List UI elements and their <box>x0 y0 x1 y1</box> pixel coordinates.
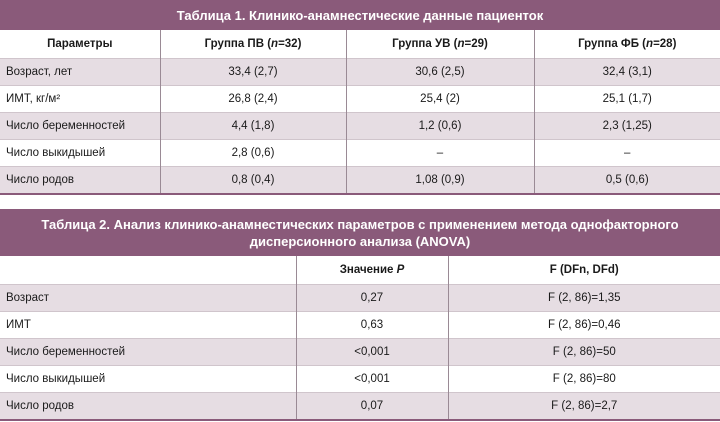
cell-value: 0,07 <box>296 393 448 421</box>
table-2-header-row <box>0 256 720 285</box>
cell-value: 1,08 (0,9) <box>346 167 534 195</box>
column-header-f-stat: F (DFn, DFd) <box>448 256 720 285</box>
column-header-p-value <box>296 256 448 285</box>
column-header-group-fb <box>534 30 720 59</box>
cell-value: 1,2 (0,6) <box>346 113 534 140</box>
cell-value: 0,63 <box>296 312 448 339</box>
header-count: =29) <box>464 38 488 50</box>
cell-value: 0,5 (0,6) <box>534 167 720 195</box>
table-1 <box>0 0 720 195</box>
cell-value: – <box>346 140 534 167</box>
cell-value: F (2, 86)=0,46 <box>448 312 720 339</box>
row-label: Число родов <box>0 167 160 195</box>
header-n: n <box>457 38 465 50</box>
cell-value: 26,8 (2,4) <box>160 86 346 113</box>
cell-value: 33,4 (2,7) <box>160 59 346 86</box>
cell-value: 25,1 (1,7) <box>534 86 720 113</box>
table-2 <box>0 209 720 421</box>
cell-value: 4,4 (1,8) <box>160 113 346 140</box>
header-text: Группа УВ ( <box>392 38 458 50</box>
cell-value: F (2, 86)=50 <box>448 339 720 366</box>
table-1-header-row <box>0 30 720 59</box>
header-n: n <box>271 38 279 50</box>
table-1-title: Таблица 1. Клинико-анамнестические данные пациенток <box>0 0 720 30</box>
header-text: Значение <box>339 264 397 276</box>
row-label: ИМТ <box>6 319 31 331</box>
row-label: ИМТ, кг/м² <box>6 93 61 105</box>
cell-value: 25,4 (2) <box>346 86 534 113</box>
table-2-grid <box>0 256 720 421</box>
cell-value: 2,3 (1,25) <box>534 113 720 140</box>
header-text: Группа ПВ ( <box>204 38 272 50</box>
header-n: n <box>646 38 654 50</box>
table-row <box>0 167 720 195</box>
cell-value: F (2, 86)=2,7 <box>448 393 720 421</box>
header-p: P <box>396 264 405 276</box>
header-text: Группа ФБ ( <box>578 38 647 50</box>
table-row <box>0 86 720 113</box>
cell-value: 0,27 <box>296 285 448 312</box>
table-row <box>0 113 720 140</box>
table-row <box>0 140 720 167</box>
table-row <box>0 285 720 312</box>
cell-value: 32,4 (3,1) <box>534 59 720 86</box>
column-header-group-uv <box>346 30 534 59</box>
row-label: Число беременностей <box>0 113 160 140</box>
header-count: =28) <box>653 38 677 50</box>
header-count: =32) <box>278 38 302 50</box>
table-row <box>0 393 720 421</box>
table-row <box>0 59 720 86</box>
cell-value: 30,6 (2,5) <box>346 59 534 86</box>
row-label: Число беременностей <box>0 339 296 366</box>
cell-value: F (2, 86)=80 <box>448 366 720 393</box>
cell-value: <0,001 <box>296 339 448 366</box>
row-label: Число выкидышей <box>6 373 106 385</box>
cell-value: <0,001 <box>296 366 448 393</box>
cell-value: – <box>534 140 720 167</box>
row-label: Возраст <box>0 285 296 312</box>
row-label: Число выкидышей <box>6 147 106 159</box>
cell-value: 0,8 (0,4) <box>160 167 346 195</box>
table-1-grid <box>0 30 720 195</box>
table-2-title: Таблица 2. Анализ клинико-анамнестических параметров с применением метода однофакторного дисперсионного анализа (ANOVA) <box>0 209 720 256</box>
column-header-parameters: Параметры <box>47 38 113 50</box>
table-row <box>0 366 720 393</box>
cell-value: 2,8 (0,6) <box>160 140 346 167</box>
column-header-parameters <box>0 256 296 285</box>
table-row <box>0 339 720 366</box>
row-label: Число родов <box>0 393 296 421</box>
table-row <box>0 312 720 339</box>
cell-value: F (2, 86)=1,35 <box>448 285 720 312</box>
column-header-group-pv <box>160 30 346 59</box>
row-label: Возраст, лет <box>0 59 160 86</box>
